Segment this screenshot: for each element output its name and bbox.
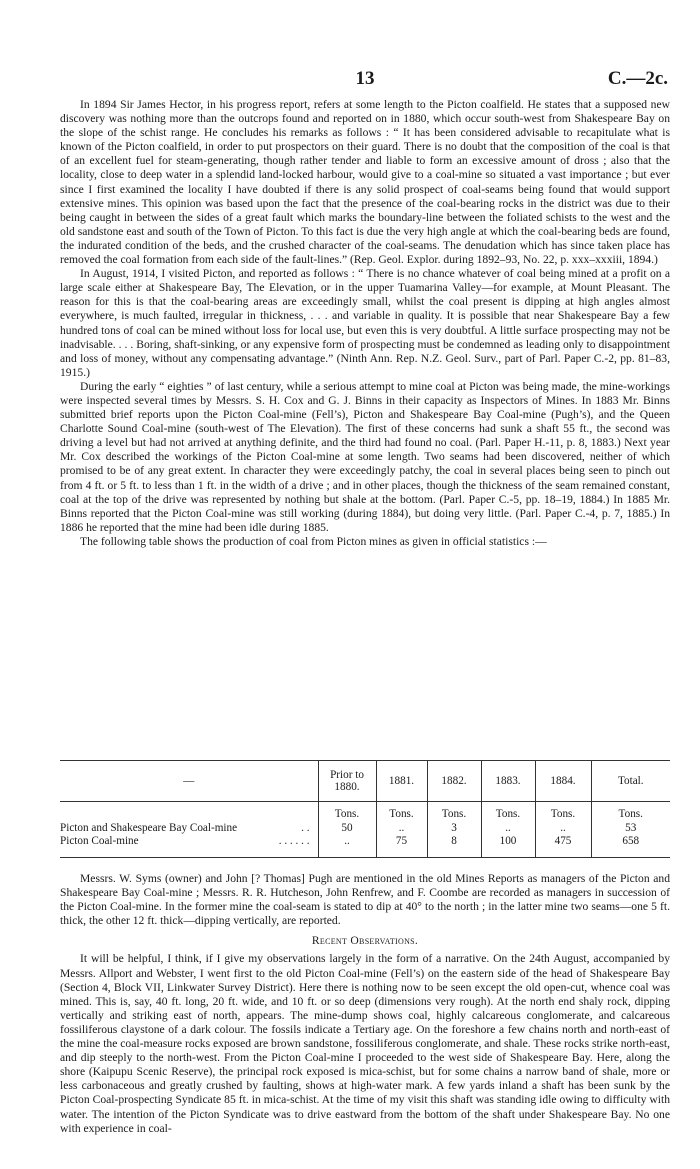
leader-dots: . . . . . . bbox=[278, 835, 310, 847]
paragraph-hector-1894: In 1894 Sir James Hector, in his progress report, refers at some length to the Picton coalfield. He states that a supposed new discovery was nothing more than the outcrops found and reported on in 1880, which occur south-west from Shakespeare Bay on the slope of the schist range. He concludes his remarks as follows : “ It has been considered advisable to recapitulate what is known of the Picton coalfield, in order to put prospectors on their guard. There is no doubt that the composition of the coal is that of an excellent fuel for steam-generating, though rather tender and liable to form an excessive amount of dross ; also that the locality, close to deep water in a splendid land-locked harbour, would give to a coal-mine so situated a vast importance ; but ever since I first examined the locality I have doubted if there is any solid prospect of coal-seams being found that would support extensive mines. This opinion was based upon the fact that the presence of the coal-bearing rocks in the district was due to their being caught in between the sides of a great fault which marks the boundary-line between the foliated schists to the west and the old sandstone east and south of the Town of Picton. To this fact is due the very high angle at which the coal-bearing beds are found, the indurated condition of the beds, and the crushed character of the coal-seams. The denudation which has since taken place has removed the coal formation from each side of the fault-lines.” (Rep. Geol. Explor. during 1892–93, No. 22, p. xxx–xxxiii, 1894.) bbox=[60, 98, 671, 267]
body-text-top bbox=[60, 98, 670, 549]
table-header-cell: 1884. bbox=[535, 761, 591, 802]
table-cell: Tons. bbox=[535, 802, 591, 822]
page-header bbox=[60, 68, 670, 94]
table-header-cell: — bbox=[60, 761, 318, 802]
table-header-cell: 1882. bbox=[427, 761, 481, 802]
table-cell: Tons. bbox=[376, 802, 427, 822]
paragraph-managers: Messrs. W. Syms (owner) and John [? Thomas] Pugh are mentioned in the old Mines Reports as managers of the Picton and Shakespeare Bay Coal-mine ; Messrs. R. R. Hutcheson, John Renfrew, and F. Coombe are recorded as managers in succession of the Picton Coal-mine. In the former mine the coal-seam is stated to dip at 40° to the north ; in the latter mine two seams—one 5 ft. thick, the other 12 ft. thick—dipping vertically, are reported. bbox=[60, 872, 670, 928]
table-header-cell: 1883. bbox=[481, 761, 535, 802]
paragraph-table-intro: The following table shows the production of coal from Picton mines as given in official statistics :— bbox=[80, 534, 547, 548]
table-cell: 50 bbox=[318, 822, 376, 836]
table-cell: 3 bbox=[427, 822, 481, 836]
table-units-row bbox=[60, 802, 670, 822]
table-cell: .. bbox=[535, 822, 591, 836]
table-row-label bbox=[60, 822, 318, 836]
table-row bbox=[60, 822, 670, 836]
table-cell: 75 bbox=[376, 835, 427, 857]
table-cell: 658 bbox=[591, 835, 670, 857]
table-header-row bbox=[60, 761, 670, 802]
table-cell: Tons. bbox=[318, 802, 376, 822]
paragraph-visit-1914: In August, 1914, I visited Picton, and reported as follows : “ There is no chance whatever of coal being mined at a profit on a large scale either at Shakespeare Bay, The Elevation, or in the upper Tuamarina Valley—for example, at Mount Pleasant. The reason for this is that the coal-bearing areas are exceedingly small, whilst the coal present is dipping at high angles almost everywhere, is much faulted, irregular in thickness, . . . and variable in quality. It is possible that near Shakespeare Bay a few hundred tons of coal can be mined without loss for local use, but even this is very doubtful. A little surface prospecting may not be inadvisable. . . . Boring, shaft-sinking, or any expensive form of prospecting must be condemned as leading only to disappointment and loss of money, without any compensating advantage.” (Ninth Ann. Rep. N.Z. Geol. Surv., part of Parl. Paper C.-2, pp. 81–83, 1915.) bbox=[60, 267, 670, 379]
mine-name: Picton Coal-mine bbox=[60, 835, 139, 847]
page-number: 13 bbox=[355, 68, 375, 89]
section-heading: Recent Observations. bbox=[311, 934, 419, 948]
table-cell: 53 bbox=[591, 822, 670, 836]
production-table bbox=[60, 760, 670, 858]
paragraph-observations: It will be helpful, I think, if I give my observations largely in the form of a narrative. On the 24th August, accompanied by Messrs. Allport and Webster, I went first to the old Picton Coal-mine (Fell’s) on the eastern side of the head of Shakespeare Bay (Section 4, Block VII, Linkwater Survey District). Here there is nothing now to be seen except the old open-cut, whence coal was mined. This is, say, 40 ft. long, 20 ft. wide, and 10 ft. or so deep (dimensions very rough). At the north end shaly rock, dipping vertically and striking east of north, appears. The mine-dump shows coal, highly calcareous conglomerate, and calcareous fossiliferous claystone of a dark colour. The fossils indicate a Tertiary age. On the foreshore a few chains north and north-east of the mine the coal-measure rocks exposed are brown sandstone, fossiliferous conglomerate, and shale. These rocks strike north-east, and dip steeply to the north-west. From the Picton Coal-mine I proceeded to the west side of Shakespeare Bay. Here, along the shore (Kaipupu Scenic Reserve), the principal rock exposed is mica-schist, but for some chains a narrow band of shale, more or less carbonaceous and greatly crushed by faulting, shows at high-water mark. A few yards inland a shaft has been sunk by the Picton Coal-prospecting Syndicate 85 ft. in mica-schist. At the time of my visit this shaft was standing idle owing to difficulty with water. The intention of the Picton Syndicate was to drive eastward from the bottom of the shaft under Shakespeare Bay. No one with experience in coal- bbox=[60, 952, 670, 1135]
body-text-bottom bbox=[60, 872, 670, 1136]
table-row bbox=[60, 835, 670, 857]
paragraph-early-eighties: During the early “ eighties ” of last century, while a serious attempt to mine coal at Picton was being made, the mine-workings were inspected several times by Messrs. S. H. Cox and G. J. Binns in their capacity as Inspectors of Mines. In 1883 Mr. Binns submitted brief reports upon the Picton Coal-mine (Fell’s), Picton and Shakespeare Bay Coal-mine (Pugh’s), and the Queen Charlotte Sound Coal-mine (south-west of The Elevation). The first of these concerns had sunk a shaft 55 ft., the second was driving a level but had not arrived at anything definite, and the third had found no coal. (Parl. Paper H.-11, p. 8, 1883.) Next year Mr. Cox described the workings of the Picton Coal-mine at some length. Two seams had been discovered, neither of which promised to be of any great extent. In character they were exceedingly patchy, the coal in several places being seen to pinch out from 4 ft. or 5 ft. to less than 1 ft. in the width of a drive ; and in other places, though the thickness of the seam remained constant, coal at the top of the drive was represented by nothing but shale at the bottom. (Parl. Paper C.-5, pp. 18–19, 1884.) In 1885 Mr. Binns reported that the Picton Coal-mine was still working (during 1884), but doing very little. (Parl. Paper C.-4, p. 7, 1885.) In 1886 he reported that the mine had been idle during 1885. bbox=[60, 379, 670, 534]
table-cell bbox=[60, 802, 318, 822]
mine-name: Picton and Shakespeare Bay Coal-mine bbox=[60, 821, 238, 834]
table-header-cell: Prior to 1880. bbox=[318, 761, 376, 802]
table-cell: 475 bbox=[535, 835, 591, 857]
table-cell: .. bbox=[318, 835, 376, 857]
document-reference: C.—2c. bbox=[607, 68, 668, 89]
table-header-cell: Total. bbox=[591, 761, 670, 802]
leader-dots: . . bbox=[301, 821, 310, 834]
table-header-cell: 1881. bbox=[376, 761, 427, 802]
table-cell: Tons. bbox=[591, 802, 670, 822]
table-cell: 8 bbox=[427, 835, 481, 857]
table-cell: Tons. bbox=[481, 802, 535, 822]
table-cell: .. bbox=[376, 822, 427, 836]
table-cell: Tons. bbox=[427, 802, 481, 822]
table-cell: .. bbox=[481, 822, 535, 836]
table-cell: 100 bbox=[481, 835, 535, 857]
table-row-label bbox=[60, 835, 318, 857]
